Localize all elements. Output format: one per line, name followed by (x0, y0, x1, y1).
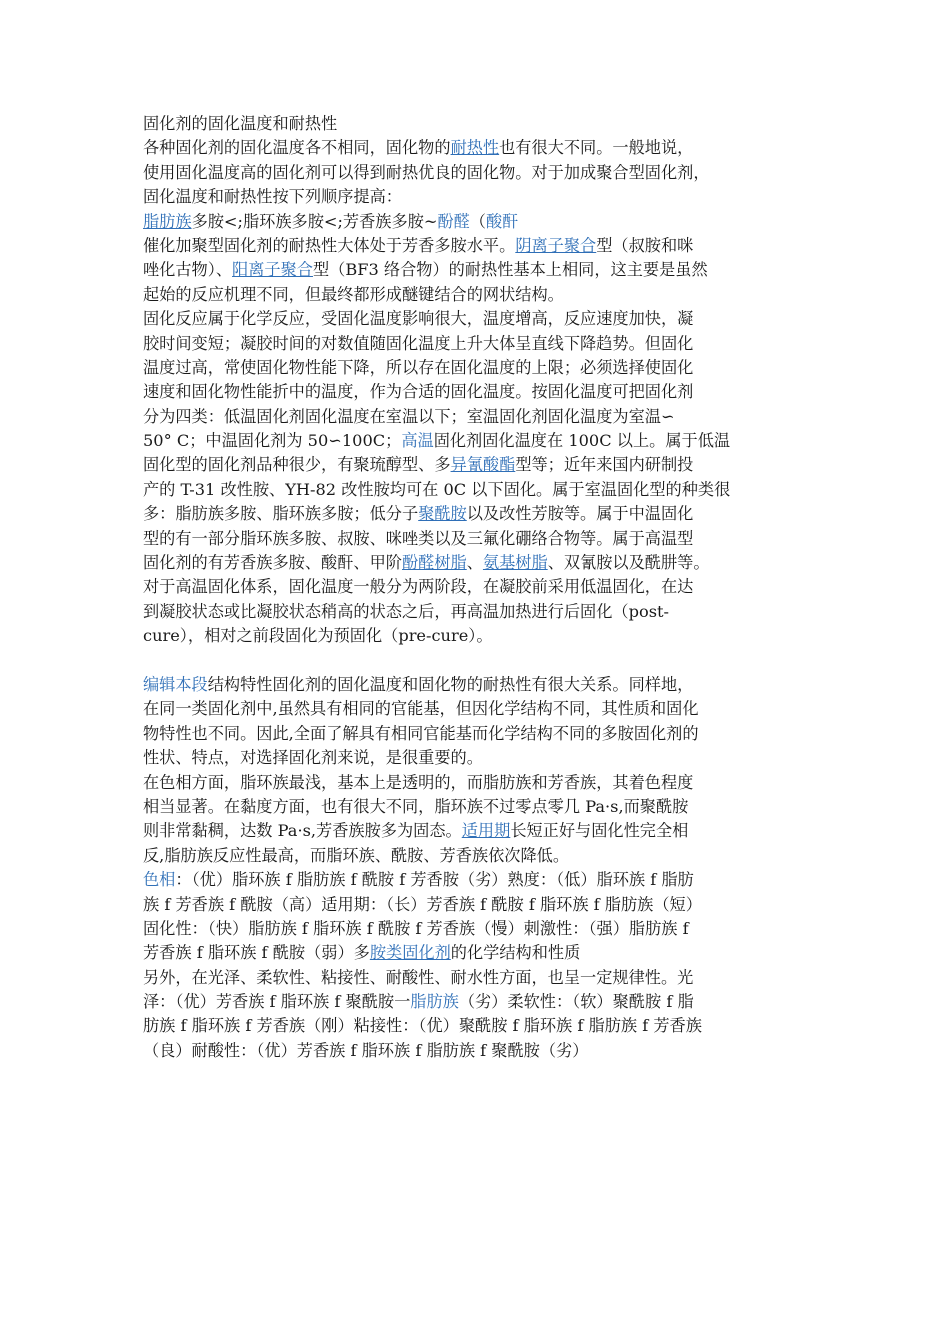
text-run: 产的 T-31 改性胺、YH-82 改性胺均可在 0C 以下固化。属于室温固化型的种类很 (143, 479, 731, 499)
text-line (143, 332, 823, 356)
text-line (143, 624, 823, 648)
text-run: 型（叔胺和咪 (596, 235, 694, 255)
text-line (143, 527, 823, 551)
text-run: 分为四类：低温固化剂固化温度在室温以下；室温固化剂固化温度为室温∽ (143, 406, 675, 426)
hyperlink[interactable]: 聚酰胺 (418, 504, 467, 524)
hyperlink[interactable]: 脂肪族 (143, 211, 192, 231)
text-line (143, 185, 823, 209)
text-run: 结构特性固化剂的固化温度和固化物的耐热性有很大关系。同样地， (207, 674, 694, 694)
text-run: 对于高温固化体系，固化温度一般分为两阶段，在凝胶前采用低温固化，在达 (143, 577, 694, 597)
text-line (143, 746, 823, 770)
text-line (143, 136, 823, 160)
text-line (143, 234, 823, 258)
text-line (143, 112, 823, 136)
text-line (143, 673, 823, 697)
text-line (143, 771, 823, 795)
text-line (143, 990, 823, 1014)
text-run: （劣）柔软性：（软）聚酰胺 f 脂 (458, 992, 694, 1012)
text-run: 物特性也不同。因此,全面了解具有相同官能基而化学结构不同的多胺固化剂的 (143, 723, 699, 743)
text-line (143, 405, 823, 429)
text-run: 胶时间变短；凝胶时间的对数值随固化温度上升大体呈直线下降趋势。但固化 (143, 333, 694, 353)
text-run: 催化加聚型固化剂的耐热性大体处于芳香多胺水平。 (143, 235, 516, 255)
text-line (143, 795, 823, 819)
text-run: 泽：（优）芳香族 f 脂环族 f 聚酰胺一 (143, 992, 411, 1012)
text-line (143, 356, 823, 380)
text-run: 温度过高，常使固化物性能下降，所以存在固化温度的上限；必须选择使固化 (143, 357, 694, 377)
text-run: 固化剂的有芳香族多胺、酸酐、甲阶 (143, 553, 402, 573)
text-run: 型（BF3 络合物）的耐热性基本上相同，这主要是虽然 (312, 260, 708, 280)
hyperlink[interactable]: 编辑本段 (143, 674, 208, 694)
hyperlink[interactable]: 阴离子聚合 (515, 235, 597, 255)
text-run: 起始的反应机理不同，但最终都形成醚键结合的网状结构。 (143, 284, 564, 304)
text-run: 长短正好与固化性完全相 (510, 821, 689, 841)
text-run: 唑化古物）、 (143, 260, 233, 280)
text-run: 使用固化温度高的固化剂可以得到耐热优良的固化物。对于加成聚合型固化剂， (143, 162, 710, 182)
text-line (143, 844, 823, 868)
text-run: 在同一类固化剂中,虽然具有相同的官能基，但因化学结构不同，其性质和固化 (143, 699, 699, 719)
text-run: 以及改性芳胺等。属于中温固化 (466, 504, 694, 524)
text-line (143, 502, 823, 526)
text-line (143, 600, 823, 624)
text-run: 50° C；中温固化剂为 50∽100C； (143, 431, 402, 451)
text-run: （ (469, 211, 486, 231)
text-run: 到凝胶状态或比凝胶状态稍高的状态之后，再高温加热进行后固化（post- (143, 601, 670, 621)
text-run: 固化剂的固化温度和耐热性 (143, 114, 338, 133)
text-line (143, 429, 823, 453)
text-run: 固化反应属于化学反应，受固化温度影响很大，温度增高，反应速度加快，凝 (143, 309, 694, 329)
text-run: 速度和固化物性能折中的温度，作为合适的固化温度。按固化温度可把固化剂 (143, 382, 694, 402)
text-line (143, 478, 823, 502)
text-run: 、 (466, 553, 483, 573)
text-run: ：（优）脂环族 f 脂肪族 f 酰胺 f 芳香胺（劣）熟度：（低）脂环族 f 脂肪 (175, 870, 694, 890)
text-run: 族 f 芳香族 f 酰胺（高）适用期：（长）芳香族 f 酰胺 f 脂环族 f 脂肪族（短） (143, 894, 702, 914)
hyperlink[interactable]: 酚醛 (437, 211, 470, 231)
hyperlink[interactable]: 适用期 (461, 821, 511, 841)
text-line (143, 722, 823, 746)
text-run: 反,脂肪族反应性最高，而脂环族、酰胺、芳香族依次降低。 (143, 845, 570, 865)
text-line (143, 283, 823, 307)
text-line (143, 1039, 823, 1063)
text-run: （良）耐酸性：（优）芳香族 f 脂环族 f 脂肪族 f 聚酰胺（劣） (143, 1040, 589, 1060)
document-body (143, 112, 823, 1063)
text-line (143, 380, 823, 404)
text-run: 固化温度和耐热性按下列顺序提高： (143, 187, 402, 207)
text-line (143, 575, 823, 599)
hyperlink[interactable]: 高温 (401, 431, 434, 451)
text-run: 固化剂固化温度在 100C 以上。属于低温 (433, 431, 731, 451)
hyperlink[interactable]: 胺类固化剂 (369, 943, 451, 963)
text-line (143, 917, 823, 941)
hyperlink[interactable]: 氨基树脂 (482, 553, 548, 573)
text-line (143, 453, 823, 477)
hyperlink[interactable]: 脂肪族 (410, 992, 459, 1012)
text-run: 固化性：（快）脂肪族 f 脂环族 f 酰胺 f 芳香族（慢）刺激性：（强）脂肪族 f (143, 918, 689, 938)
text-line (143, 307, 823, 331)
text-run: 多：脂肪族多胺、脂环族多胺；低分子 (143, 504, 419, 524)
hyperlink[interactable]: 耐热性 (450, 138, 500, 158)
text-run: 性状、特点，对选择固化剂来说，是很重要的。 (143, 748, 483, 768)
text-line (143, 551, 823, 575)
text-run: 、双氰胺以及酰肼等。 (547, 553, 710, 573)
text-run: 固化型的固化剂品种很少，有聚琉醇型、多 (143, 455, 451, 475)
text-run: 型的有一部分脂环族多胺、叔胺、咪唑类以及三氟化硼络合物等。属于高温型 (143, 528, 694, 548)
text-line (143, 966, 823, 990)
text-run: 也有很大不同。一般地说， (499, 138, 694, 158)
hyperlink[interactable]: 阳离子聚合 (232, 260, 313, 280)
text-line (143, 819, 823, 843)
text-run: 型等；近年来国内研制投 (515, 455, 694, 475)
hyperlink[interactable]: 酸酐 (485, 211, 519, 231)
paragraph-gap (143, 649, 823, 673)
text-line (143, 210, 823, 234)
text-line (143, 1014, 823, 1038)
text-line (143, 161, 823, 185)
text-line (143, 258, 823, 282)
hyperlink[interactable]: 色相 (143, 870, 176, 890)
text-run: 在色相方面，脂环族最浅，基本上是透明的，而脂肪族和芳香族，其着色程度 (143, 772, 694, 792)
text-run: 另外，在光泽、柔软性、粘接性、耐酸性、耐水性方面，也呈一定规律性。光 (143, 967, 694, 987)
hyperlink[interactable]: 异氰酸酯 (450, 455, 516, 475)
text-run: 肪族 f 脂环族 f 芳香族（刚）粘接性：（优）聚酰胺 f 脂环族 f 脂肪族 f 芳香族 (143, 1016, 702, 1036)
text-run: 各种固化剂的固化温度各不相同，固化物的 (143, 138, 451, 158)
text-run: 相当显著。在黏度方面，也有很大不同，脂环族不过零点零几 Pa·s,而聚酰胺 (143, 796, 689, 816)
hyperlink[interactable]: 酚醛树脂 (402, 553, 467, 573)
text-run: 芳香族 f 脂环族 f 酰胺（弱）多 (143, 943, 370, 963)
text-line (143, 941, 823, 965)
text-run: cure），相对之前段固化为预固化（pre-cure）。 (143, 626, 493, 646)
text-line (143, 868, 823, 892)
text-line (143, 893, 823, 917)
text-run: 的化学结构和性质 (450, 943, 581, 963)
text-line (143, 697, 823, 721)
text-run: 则非常黏稠，达数 Pa·s,芳香族胺多为固态。 (143, 821, 462, 841)
text-run: 多胺<;脂环族多胺<;芳香族多胺~ (191, 211, 438, 231)
